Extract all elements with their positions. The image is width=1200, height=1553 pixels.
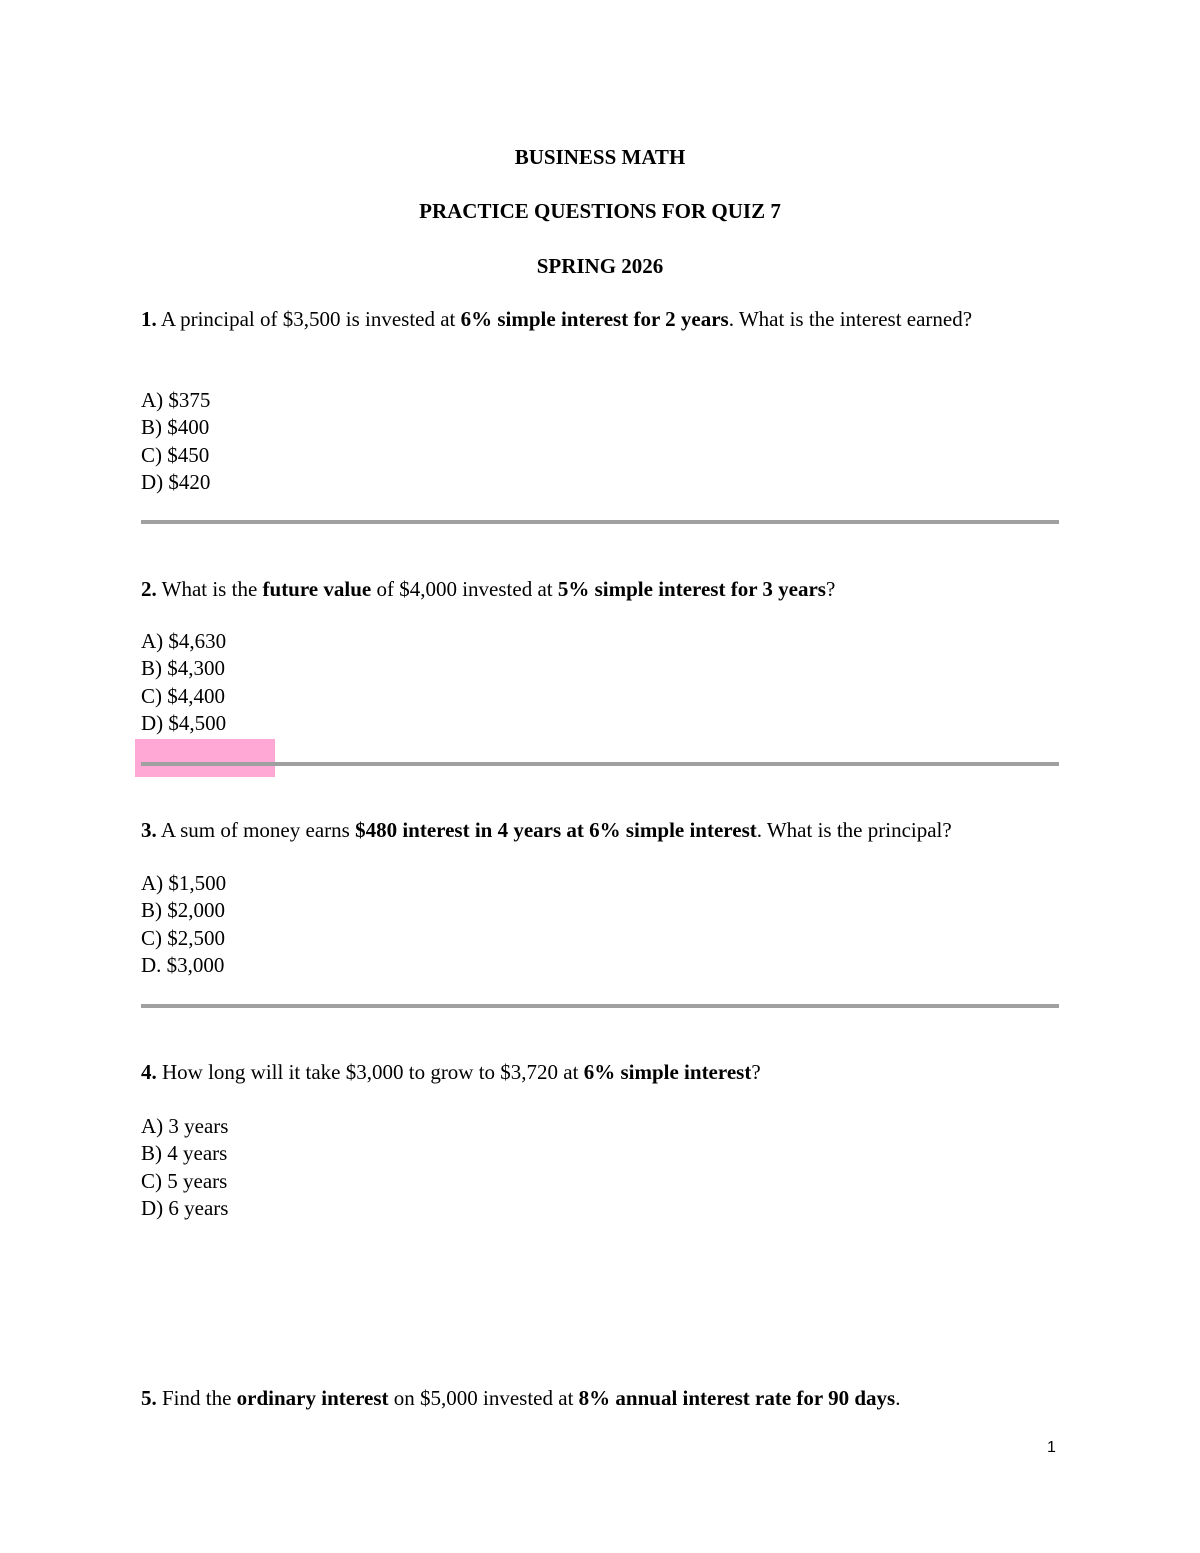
- answer-option: C) $4,400: [141, 683, 225, 708]
- page-number: 1: [1047, 1439, 1056, 1456]
- question-1: [141, 305, 1066, 333]
- question-number: 1.: [141, 307, 157, 331]
- divider-rule: [141, 520, 1059, 524]
- course-title: BUSINESS MATH: [514, 145, 686, 169]
- answer-option: B) $4,300: [141, 656, 225, 681]
- question-2-options: [141, 628, 226, 737]
- question-3: [141, 816, 1066, 844]
- term-label: SPRING 2026: [536, 254, 664, 278]
- question-emphasis: 6% simple interest for 2 years: [460, 307, 729, 331]
- question-emphasis: 5% simple interest for 3 years: [557, 577, 826, 601]
- question-text: Find the: [156, 1386, 237, 1410]
- question-text: on $5,000 invested at: [388, 1386, 579, 1410]
- answer-option: C) 5 years: [141, 1168, 228, 1193]
- question-number: 3.: [141, 818, 157, 842]
- question-4: [141, 1058, 1066, 1086]
- divider-rule: [141, 1004, 1059, 1008]
- question-4-options: [141, 1113, 228, 1222]
- answer-option: B) $2,000: [141, 898, 225, 923]
- answer-option: A) $1,500: [141, 871, 227, 895]
- answer-option: A) $375: [141, 388, 211, 412]
- question-text: A principal of $3,500 is invested at: [156, 307, 461, 331]
- answer-option: A) 3 years: [141, 1114, 229, 1138]
- answer-option: C) $450: [141, 442, 210, 467]
- question-text: What is the: [156, 577, 263, 601]
- answer-option: B) $400: [141, 415, 210, 440]
- question-emphasis: ordinary interest: [236, 1386, 389, 1410]
- question-emphasis: 8% annual interest rate for 90 days: [578, 1386, 896, 1410]
- question-text: .: [895, 1386, 901, 1410]
- question-number: 2.: [141, 577, 157, 601]
- answer-option: D) $420: [141, 469, 211, 494]
- question-2: [141, 575, 1066, 603]
- question-text: of $4,000 invested at: [371, 577, 558, 601]
- question-text: . What is the interest earned?: [728, 307, 973, 331]
- question-number: 4.: [141, 1060, 157, 1084]
- answer-option: D) 6 years: [141, 1195, 229, 1220]
- document-subtitle: PRACTICE QUESTIONS FOR QUIZ 7: [419, 199, 781, 223]
- question-text: ?: [751, 1060, 761, 1084]
- question-emphasis: $480 interest in 4 years at 6% simple interest: [355, 818, 757, 842]
- question-text: . What is the principal?: [756, 818, 952, 842]
- answer-option: D) $4,500: [141, 710, 227, 735]
- question-emphasis: future value: [262, 577, 372, 601]
- answer-option: A) $4,630: [141, 629, 227, 653]
- question-emphasis: 6% simple interest: [583, 1060, 752, 1084]
- question-text: A sum of money earns: [156, 818, 356, 842]
- question-5: [141, 1384, 1141, 1412]
- question-3-options: [141, 870, 226, 979]
- answer-option: B) 4 years: [141, 1141, 228, 1166]
- question-number: 5.: [141, 1386, 157, 1410]
- highlight-mark: [135, 739, 275, 777]
- question-text: ?: [825, 577, 836, 601]
- question-text: How long will it take $3,000 to grow to $3,720 at: [156, 1060, 584, 1084]
- question-1-options: [141, 387, 210, 496]
- divider-rule: [141, 762, 1059, 766]
- answer-option: C) $2,500: [141, 925, 225, 950]
- answer-option: D. $3,000: [141, 952, 225, 977]
